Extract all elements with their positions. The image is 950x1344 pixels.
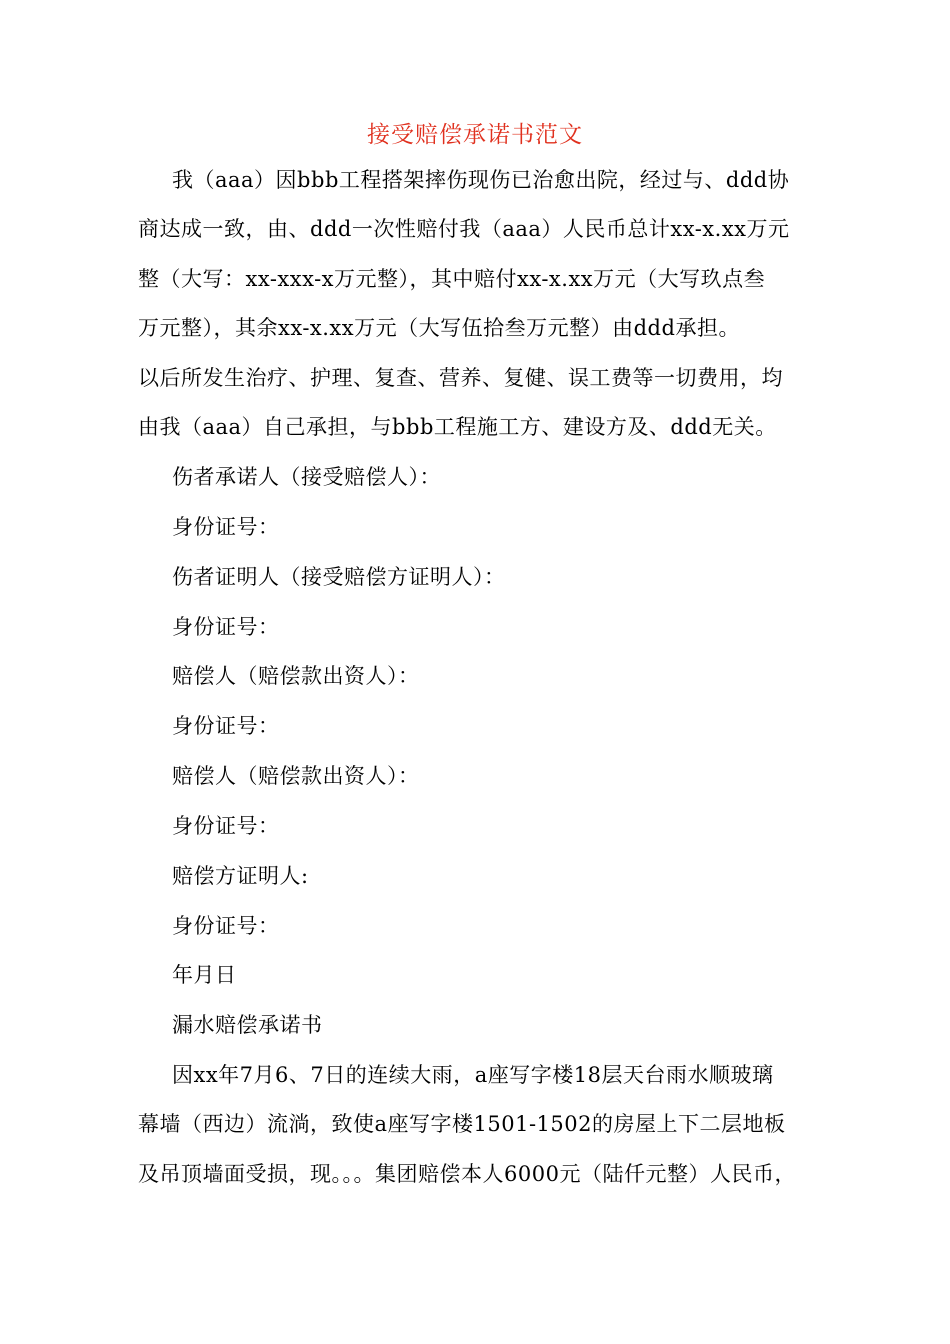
signature-id-number-5: 身份证号： [172, 914, 280, 938]
signature-compensator-witness: 赔偿方证明人: [172, 864, 309, 888]
signature-compensator-1: 赔偿人（赔偿款出资人）： [172, 664, 420, 688]
body-line-6: 由我（aaa）自己承担，与bbb工程施工方、建设方及、ddd无关。 [138, 415, 777, 439]
section2-title: 漏水赔偿承诺书 [172, 1013, 323, 1037]
signature-id-number-2: 身份证号： [172, 615, 280, 639]
signature-injured-promisor: 伤者承诺人（接受赔偿人）： [172, 465, 441, 489]
signature-id-number-3: 身份证号： [172, 714, 280, 738]
section2-line-3: 及吊顶墙面受损，现。。。集团赔偿本人6000元（陆仟元整）人民币， [138, 1162, 796, 1186]
signature-id-number-4: 身份证号： [172, 814, 280, 838]
body-line-1: 我（aaa）因bbb工程搭架摔伤现伤已治愈出院，经过与、ddd协 [172, 168, 790, 192]
section2-line-2: 幕墙（西边）流淌，致使a座写字楼1501-1502的房屋上下二层地板 [138, 1112, 786, 1136]
signature-id-number-1: 身份证号： [172, 515, 280, 539]
body-line-3: 整（大写：xx-xxx-x万元整），其中赔付xx-x.xx万元（大写玖点叁 [138, 267, 766, 291]
signature-compensator-2: 赔偿人（赔偿款出资人）： [172, 764, 420, 788]
document-title: 接受赔偿承诺书范文 [367, 122, 583, 148]
body-line-5: 以后所发生治疗、护理、复查、营养、复健、误工费等一切费用，均 [138, 366, 783, 390]
signature-date: 年月日 [172, 963, 237, 987]
body-line-2: 商达成一致，由、ddd一次性赔付我（aaa）人民币总计xx-x.xx万元 [138, 217, 790, 241]
body-line-4: 万元整），其余xx-x.xx万元（大写伍拾叁万元整）由ddd承担。 [138, 316, 740, 340]
signature-injured-witness: 伤者证明人（接受赔偿方证明人）： [172, 565, 506, 589]
section2-line-1: 因xx年7月6、7日的连续大雨，a座写字楼18层天台雨水顺玻璃 [172, 1063, 774, 1087]
